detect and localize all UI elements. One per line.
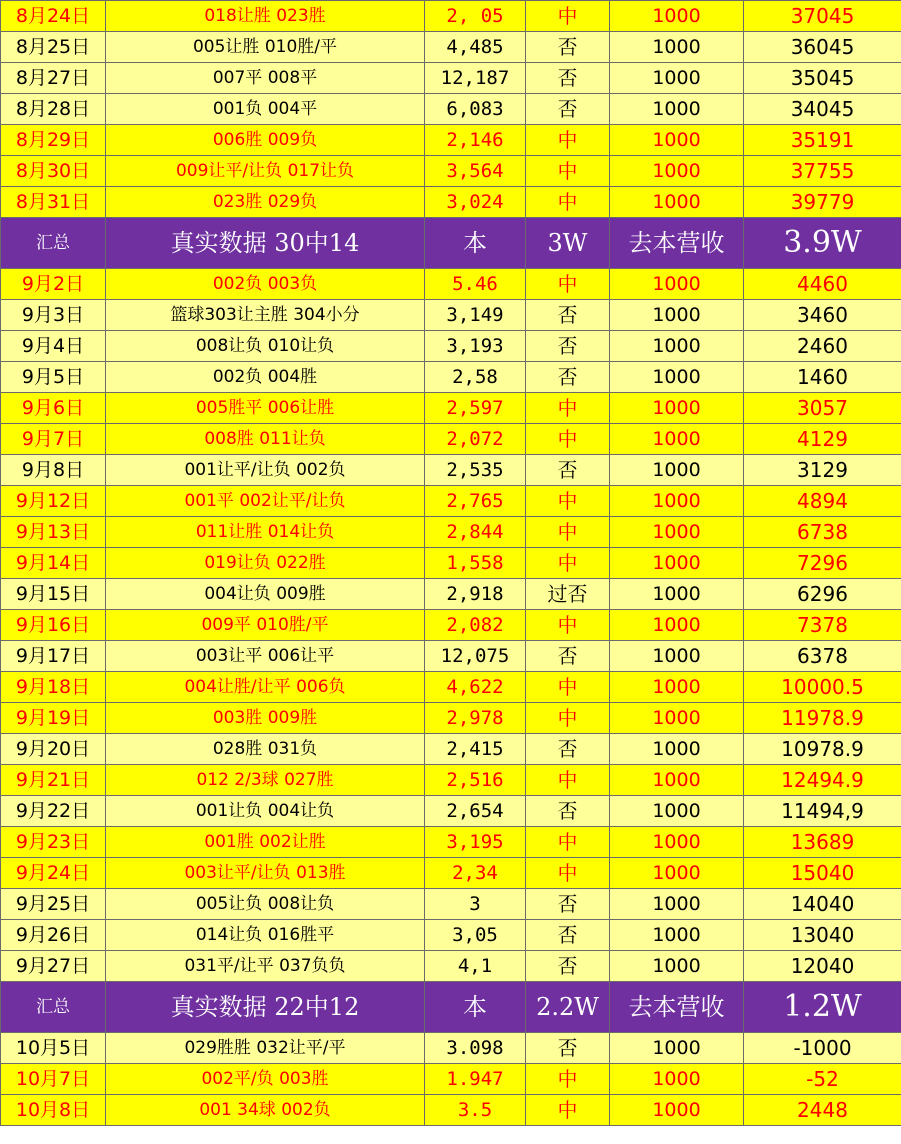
table-row — [1, 951, 901, 982]
odds-cell: 3,564 — [425, 156, 526, 187]
table-row — [1, 187, 901, 218]
summary-profit-value: 3.9W — [744, 218, 901, 269]
stake-cell: 1000 — [610, 1, 744, 32]
odds-cell: 2,34 — [425, 858, 526, 889]
result-cell: 否 — [526, 734, 610, 765]
stake-cell: 1000 — [610, 300, 744, 331]
table-row — [1, 920, 901, 951]
table-row — [1, 1, 901, 32]
date-cell: 8月29日 — [1, 125, 106, 156]
date-cell: 8月25日 — [1, 32, 106, 63]
date-cell: 9月24日 — [1, 858, 106, 889]
summary-row — [1, 218, 901, 269]
result-cell: 中 — [526, 486, 610, 517]
pick-cell: 029胜胜 032让平/平 — [106, 1033, 425, 1064]
pick-cell: 005让胜 010胜/平 — [106, 32, 425, 63]
date-cell: 10月7日 — [1, 1064, 106, 1095]
odds-cell: 2,415 — [425, 734, 526, 765]
stake-cell: 1000 — [610, 1095, 744, 1126]
pick-cell: 008让负 010让负 — [106, 331, 425, 362]
stake-cell: 1000 — [610, 362, 744, 393]
pick-cell: 019让负 022胜 — [106, 548, 425, 579]
odds-cell: 2,535 — [425, 455, 526, 486]
pick-cell: 004让负 009胜 — [106, 579, 425, 610]
odds-cell: 2,516 — [425, 765, 526, 796]
result-cell: 否 — [526, 94, 610, 125]
pick-cell: 001 34球 002负 — [106, 1095, 425, 1126]
summary-principal-value: 3W — [526, 218, 610, 269]
table-row — [1, 94, 901, 125]
stake-cell: 1000 — [610, 63, 744, 94]
table-row — [1, 1095, 901, 1126]
result-cell: 否 — [526, 300, 610, 331]
result-cell: 中 — [526, 187, 610, 218]
date-cell: 9月17日 — [1, 641, 106, 672]
date-cell: 9月6日 — [1, 393, 106, 424]
result-cell: 中 — [526, 125, 610, 156]
odds-cell: 6,083 — [425, 94, 526, 125]
result-cell: 中 — [526, 393, 610, 424]
balance-cell: 10000.5 — [744, 672, 901, 703]
stake-cell: 1000 — [610, 858, 744, 889]
balance-cell: 12040 — [744, 951, 901, 982]
stake-cell: 1000 — [610, 734, 744, 765]
table-row — [1, 1064, 901, 1095]
odds-cell: 3 — [425, 889, 526, 920]
balance-cell: 37045 — [744, 1, 901, 32]
result-cell: 否 — [526, 951, 610, 982]
date-cell: 9月3日 — [1, 300, 106, 331]
pick-cell: 002负 004胜 — [106, 362, 425, 393]
pick-cell: 031平/让平 037负负 — [106, 951, 425, 982]
balance-cell: 34045 — [744, 94, 901, 125]
table-row — [1, 125, 901, 156]
stake-cell: 1000 — [610, 269, 744, 300]
table-row — [1, 362, 901, 393]
odds-cell: 3,193 — [425, 331, 526, 362]
table-row — [1, 858, 901, 889]
stake-cell: 1000 — [610, 796, 744, 827]
result-cell: 否 — [526, 331, 610, 362]
date-cell: 9月4日 — [1, 331, 106, 362]
balance-cell: 35191 — [744, 125, 901, 156]
summary-principal-label: 本 — [425, 218, 526, 269]
summary-row — [1, 982, 901, 1033]
pick-cell: 009让平/让负 017让负 — [106, 156, 425, 187]
stake-cell: 1000 — [610, 920, 744, 951]
table-row — [1, 63, 901, 94]
stake-cell: 1000 — [610, 424, 744, 455]
stake-cell: 1000 — [610, 703, 744, 734]
stake-cell: 1000 — [610, 889, 744, 920]
date-cell: 8月30日 — [1, 156, 106, 187]
odds-cell: 2,58 — [425, 362, 526, 393]
stake-cell: 1000 — [610, 579, 744, 610]
date-cell: 9月8日 — [1, 455, 106, 486]
result-cell: 中 — [526, 672, 610, 703]
table-body — [1, 1, 901, 1126]
pick-cell: 004让胜/让平 006负 — [106, 672, 425, 703]
balance-cell: 39779 — [744, 187, 901, 218]
odds-cell: 2,978 — [425, 703, 526, 734]
result-cell: 中 — [526, 858, 610, 889]
result-cell: 中 — [526, 827, 610, 858]
stake-cell: 1000 — [610, 1033, 744, 1064]
summary-title: 真实数据 30中14 — [106, 218, 425, 269]
result-cell: 中 — [526, 1064, 610, 1095]
result-cell: 否 — [526, 455, 610, 486]
date-cell: 9月26日 — [1, 920, 106, 951]
pick-cell: 006胜 009负 — [106, 125, 425, 156]
summary-principal-value: 2.2W — [526, 982, 610, 1033]
summary-profit-value: 1.2W — [744, 982, 901, 1033]
date-cell: 10月8日 — [1, 1095, 106, 1126]
odds-cell: 1,558 — [425, 548, 526, 579]
balance-cell: 1460 — [744, 362, 901, 393]
stake-cell: 1000 — [610, 94, 744, 125]
odds-cell: 2,918 — [425, 579, 526, 610]
date-cell: 9月20日 — [1, 734, 106, 765]
balance-cell: 3057 — [744, 393, 901, 424]
result-cell: 中 — [526, 765, 610, 796]
table-row — [1, 734, 901, 765]
balance-cell: 3129 — [744, 455, 901, 486]
odds-cell: 3,149 — [425, 300, 526, 331]
balance-cell: -1000 — [744, 1033, 901, 1064]
odds-cell: 2,765 — [425, 486, 526, 517]
balance-cell: 13040 — [744, 920, 901, 951]
table-row — [1, 672, 901, 703]
odds-cell: 2, 05 — [425, 1, 526, 32]
balance-cell: 10978.9 — [744, 734, 901, 765]
pick-cell: 001平 002让平/让负 — [106, 486, 425, 517]
balance-cell: 11494,9 — [744, 796, 901, 827]
stake-cell: 1000 — [610, 486, 744, 517]
pick-cell: 篮球303让主胜 304小分 — [106, 300, 425, 331]
odds-cell: 2,072 — [425, 424, 526, 455]
result-cell: 否 — [526, 32, 610, 63]
balance-cell: 2448 — [744, 1095, 901, 1126]
stake-cell: 1000 — [610, 951, 744, 982]
table-row — [1, 393, 901, 424]
pick-cell: 001让负 004让负 — [106, 796, 425, 827]
result-cell: 否 — [526, 63, 610, 94]
table-row — [1, 156, 901, 187]
odds-cell: 3.098 — [425, 1033, 526, 1064]
balance-cell: 11978.9 — [744, 703, 901, 734]
odds-cell: 12,187 — [425, 63, 526, 94]
result-cell: 中 — [526, 703, 610, 734]
date-cell: 10月5日 — [1, 1033, 106, 1064]
result-cell: 中 — [526, 1095, 610, 1126]
date-cell: 9月19日 — [1, 703, 106, 734]
table-row — [1, 703, 901, 734]
table-row — [1, 486, 901, 517]
pick-cell: 003胜 009胜 — [106, 703, 425, 734]
balance-cell: 6378 — [744, 641, 901, 672]
summary-revenue-label: 去本营收 — [610, 218, 744, 269]
date-cell: 8月28日 — [1, 94, 106, 125]
pick-cell: 011让胜 014让负 — [106, 517, 425, 548]
date-cell: 9月15日 — [1, 579, 106, 610]
table-row — [1, 1033, 901, 1064]
stake-cell: 1000 — [610, 610, 744, 641]
summary-label: 汇总 — [1, 982, 106, 1033]
table-row — [1, 331, 901, 362]
balance-cell: 4460 — [744, 269, 901, 300]
table-row — [1, 517, 901, 548]
odds-cell: 2,654 — [425, 796, 526, 827]
date-cell: 9月18日 — [1, 672, 106, 703]
pick-cell: 002负 003负 — [106, 269, 425, 300]
date-cell: 9月25日 — [1, 889, 106, 920]
balance-cell: 13689 — [744, 827, 901, 858]
table-row — [1, 827, 901, 858]
summary-principal-label: 本 — [425, 982, 526, 1033]
result-cell: 中 — [526, 269, 610, 300]
pick-cell: 007平 008平 — [106, 63, 425, 94]
pick-cell: 003让平/让负 013胜 — [106, 858, 425, 889]
summary-revenue-label: 去本营收 — [610, 982, 744, 1033]
date-cell: 9月7日 — [1, 424, 106, 455]
balance-cell: 4129 — [744, 424, 901, 455]
table-row — [1, 32, 901, 63]
balance-cell: 36045 — [744, 32, 901, 63]
table-row — [1, 641, 901, 672]
date-cell: 9月23日 — [1, 827, 106, 858]
balance-cell: 7296 — [744, 548, 901, 579]
pick-cell: 001负 004平 — [106, 94, 425, 125]
date-cell: 9月12日 — [1, 486, 106, 517]
pick-cell: 023胜 029负 — [106, 187, 425, 218]
date-cell: 9月22日 — [1, 796, 106, 827]
pick-cell: 014让负 016胜平 — [106, 920, 425, 951]
balance-cell: 6738 — [744, 517, 901, 548]
odds-cell: 3,05 — [425, 920, 526, 951]
stake-cell: 1000 — [610, 517, 744, 548]
balance-cell: -52 — [744, 1064, 901, 1095]
odds-cell: 3.5 — [425, 1095, 526, 1126]
table-row — [1, 269, 901, 300]
balance-cell: 7378 — [744, 610, 901, 641]
balance-cell: 2460 — [744, 331, 901, 362]
balance-cell: 12494.9 — [744, 765, 901, 796]
date-cell: 9月16日 — [1, 610, 106, 641]
odds-cell: 2,597 — [425, 393, 526, 424]
balance-cell: 14040 — [744, 889, 901, 920]
odds-cell: 3,024 — [425, 187, 526, 218]
odds-cell: 2,146 — [425, 125, 526, 156]
result-cell: 否 — [526, 1033, 610, 1064]
summary-label: 汇总 — [1, 218, 106, 269]
stake-cell: 1000 — [610, 32, 744, 63]
table-row — [1, 548, 901, 579]
odds-cell: 4,622 — [425, 672, 526, 703]
balance-cell: 35045 — [744, 63, 901, 94]
pick-cell: 005胜平 006让胜 — [106, 393, 425, 424]
odds-cell: 5.46 — [425, 269, 526, 300]
result-cell: 中 — [526, 156, 610, 187]
result-cell: 否 — [526, 796, 610, 827]
odds-cell: 1.947 — [425, 1064, 526, 1095]
stake-cell: 1000 — [610, 641, 744, 672]
stake-cell: 1000 — [610, 1064, 744, 1095]
stake-cell: 1000 — [610, 393, 744, 424]
result-cell: 过否 — [526, 579, 610, 610]
stake-cell: 1000 — [610, 156, 744, 187]
date-cell: 8月27日 — [1, 63, 106, 94]
date-cell: 9月27日 — [1, 951, 106, 982]
date-cell: 9月21日 — [1, 765, 106, 796]
date-cell: 9月2日 — [1, 269, 106, 300]
table-row — [1, 889, 901, 920]
odds-cell: 4,485 — [425, 32, 526, 63]
stake-cell: 1000 — [610, 455, 744, 486]
pick-cell: 001让平/让负 002负 — [106, 455, 425, 486]
stake-cell: 1000 — [610, 827, 744, 858]
stake-cell: 1000 — [610, 765, 744, 796]
table-row — [1, 796, 901, 827]
table-row — [1, 424, 901, 455]
date-cell: 9月14日 — [1, 548, 106, 579]
result-cell: 中 — [526, 548, 610, 579]
pick-cell: 001胜 002让胜 — [106, 827, 425, 858]
stake-cell: 1000 — [610, 187, 744, 218]
balance-cell: 15040 — [744, 858, 901, 889]
table-row — [1, 579, 901, 610]
odds-cell: 3,195 — [425, 827, 526, 858]
result-cell: 中 — [526, 517, 610, 548]
stake-cell: 1000 — [610, 125, 744, 156]
date-cell: 8月31日 — [1, 187, 106, 218]
table-row — [1, 455, 901, 486]
pick-cell: 003让平 006让平 — [106, 641, 425, 672]
pick-cell: 012 2/3球 027胜 — [106, 765, 425, 796]
result-cell: 否 — [526, 641, 610, 672]
result-cell: 中 — [526, 1, 610, 32]
stake-cell: 1000 — [610, 672, 744, 703]
odds-cell: 2,082 — [425, 610, 526, 641]
date-cell: 9月13日 — [1, 517, 106, 548]
result-cell: 中 — [526, 610, 610, 641]
balance-cell: 3460 — [744, 300, 901, 331]
stake-cell: 1000 — [610, 331, 744, 362]
balance-cell: 4894 — [744, 486, 901, 517]
pick-cell: 002平/负 003胜 — [106, 1064, 425, 1095]
odds-cell: 2,844 — [425, 517, 526, 548]
table-row — [1, 765, 901, 796]
table-row — [1, 610, 901, 641]
result-cell: 中 — [526, 424, 610, 455]
balance-cell: 6296 — [744, 579, 901, 610]
odds-cell: 12,075 — [425, 641, 526, 672]
date-cell: 9月5日 — [1, 362, 106, 393]
stake-cell: 1000 — [610, 548, 744, 579]
balance-cell: 37755 — [744, 156, 901, 187]
pick-cell: 009平 010胜/平 — [106, 610, 425, 641]
result-cell: 否 — [526, 920, 610, 951]
result-cell: 否 — [526, 889, 610, 920]
pick-cell: 018让胜 023胜 — [106, 1, 425, 32]
result-cell: 否 — [526, 362, 610, 393]
odds-cell: 4,1 — [425, 951, 526, 982]
summary-title: 真实数据 22中12 — [106, 982, 425, 1033]
pick-cell: 005让负 008让负 — [106, 889, 425, 920]
pick-cell: 028胜 031负 — [106, 734, 425, 765]
table-row — [1, 300, 901, 331]
date-cell: 8月24日 — [1, 1, 106, 32]
pick-cell: 008胜 011让负 — [106, 424, 425, 455]
